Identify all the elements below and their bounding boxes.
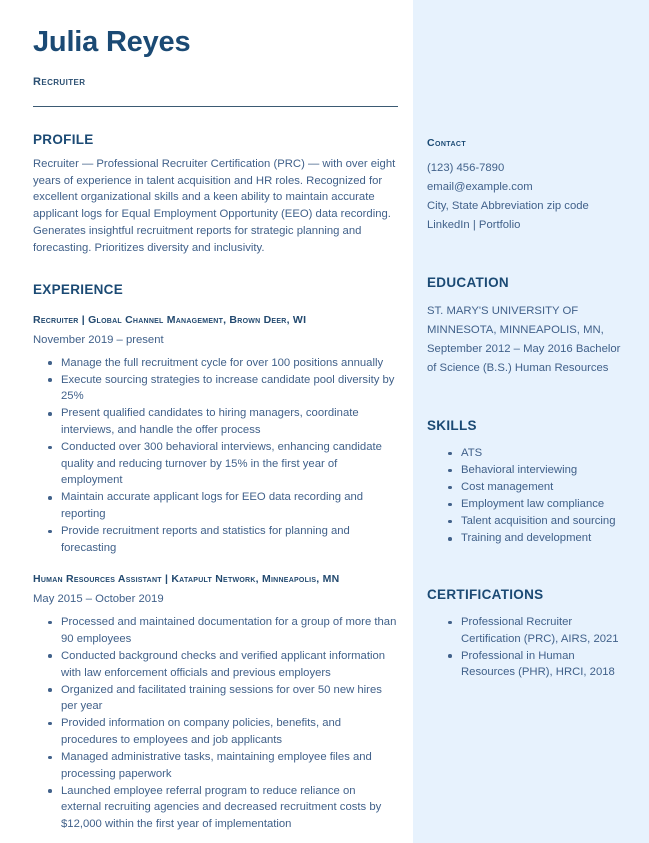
list-item: ATS	[427, 445, 631, 462]
list-item: Organized and facilitated training sessions for over 50 new hires per year	[33, 682, 398, 715]
contact-address: City, State Abbreviation zip code	[427, 200, 589, 212]
list-item: Execute sourcing strategies to increase candidate pool diversity by 25%	[33, 372, 398, 405]
list-item: Professional in Human Resources (PHR), HRCI, 2018	[427, 648, 631, 681]
list-item: Talent acquisition and sourcing	[427, 513, 631, 530]
list-item: Maintain accurate applicant logs for EEO data recording and reporting	[33, 489, 398, 522]
list-item: Processed and maintained documentation for a group of more than 90 employees	[33, 614, 398, 647]
section-heading-experience: EXPERIENCE	[33, 281, 124, 297]
list-item: Conducted background checks and verified applicant information with law enforcement officials and previous employers	[33, 648, 398, 681]
section-heading-skills: SKILLS	[427, 418, 477, 433]
skills-block	[427, 418, 631, 547]
job-bullet-list	[33, 614, 398, 832]
list-item: Professional Recruiter Certification (PRC), AIRS, 2021	[427, 614, 631, 647]
experience-entry	[33, 573, 398, 832]
header-divider	[33, 106, 398, 107]
list-item: Cost management	[427, 479, 631, 496]
sidebar-column	[413, 0, 649, 843]
list-item: Manage the full recruitment cycle for over 100 positions annually	[33, 355, 398, 372]
job-dates: November 2019 – present	[33, 333, 164, 346]
page-title: Julia Reyes	[33, 26, 191, 58]
section-heading-certifications: CERTIFICATIONS	[427, 587, 544, 603]
contact-links[interactable]: LinkedIn | Portfolio	[427, 219, 521, 231]
list-item: Employment law compliance	[427, 496, 631, 513]
contact-phone: (123) 456-7890	[427, 162, 505, 174]
job-title: Human Resources Assistant | Katapult Network, Minneapolis, MN	[33, 573, 340, 586]
contact-block	[427, 159, 631, 235]
job-bullet-list	[33, 355, 398, 557]
list-item: Launched employee referral program to reduce reliance on external recruiting agencies and decreased recruitment costs by $12,000 within the first year of implementation	[33, 783, 398, 833]
section-heading-profile: PROFILE	[33, 131, 94, 147]
profile-summary-text: Recruiter — Professional Recruiter Certification (PRC) — with over eight years of experience in talent acquisition and HR roles. Recognized for excellent organizational skills and a keen ability to maintain accurate applicant logs for Equal Employment Opportunity (EEO) data recording. Generates insightful recruitment reports for strategic planning and forecasting. Prioritizes diversity and inclusivity.	[33, 157, 396, 254]
section-heading-education: EDUCATION	[427, 275, 509, 290]
certifications-block	[427, 587, 631, 681]
skills-list	[427, 445, 631, 547]
list-item: Provided information on company policies, benefits, and procedures to employees and job applicants	[33, 715, 398, 748]
list-item: Managed administrative tasks, maintaining employee files and processing paperwork	[33, 749, 398, 782]
certifications-list	[427, 614, 631, 681]
list-item: Training and development	[427, 530, 631, 547]
list-item: Conducted over 300 behavioral interviews, enhancing candidate quality and reducing turnover by 15% in the first year of employment	[33, 439, 398, 489]
list-item: Behavioral interviewing	[427, 462, 631, 479]
list-item: Present qualified candidates to hiring managers, coordinate interviews, and handle the offer process	[33, 405, 398, 438]
job-dates: May 2015 – October 2019	[33, 593, 164, 606]
experience-entry	[33, 314, 398, 557]
list-item: Provide recruitment reports and statistics for planning and forecasting	[33, 523, 398, 556]
job-title: Recruiter | Global Channel Management, Brown Deer, WI	[33, 313, 307, 326]
education-block	[427, 275, 631, 378]
section-heading-contact: Contact	[427, 137, 467, 149]
contact-email: email@example.com	[427, 181, 533, 193]
role-subtitle: Recruiter	[33, 75, 86, 88]
education-entry: ST. MARY'S UNIVERSITY OF MINNESOTA, MINNEAPOLIS, MN, September 2012 – May 2016 Bachelor of Science (B.S.) Human Resources	[427, 305, 621, 374]
